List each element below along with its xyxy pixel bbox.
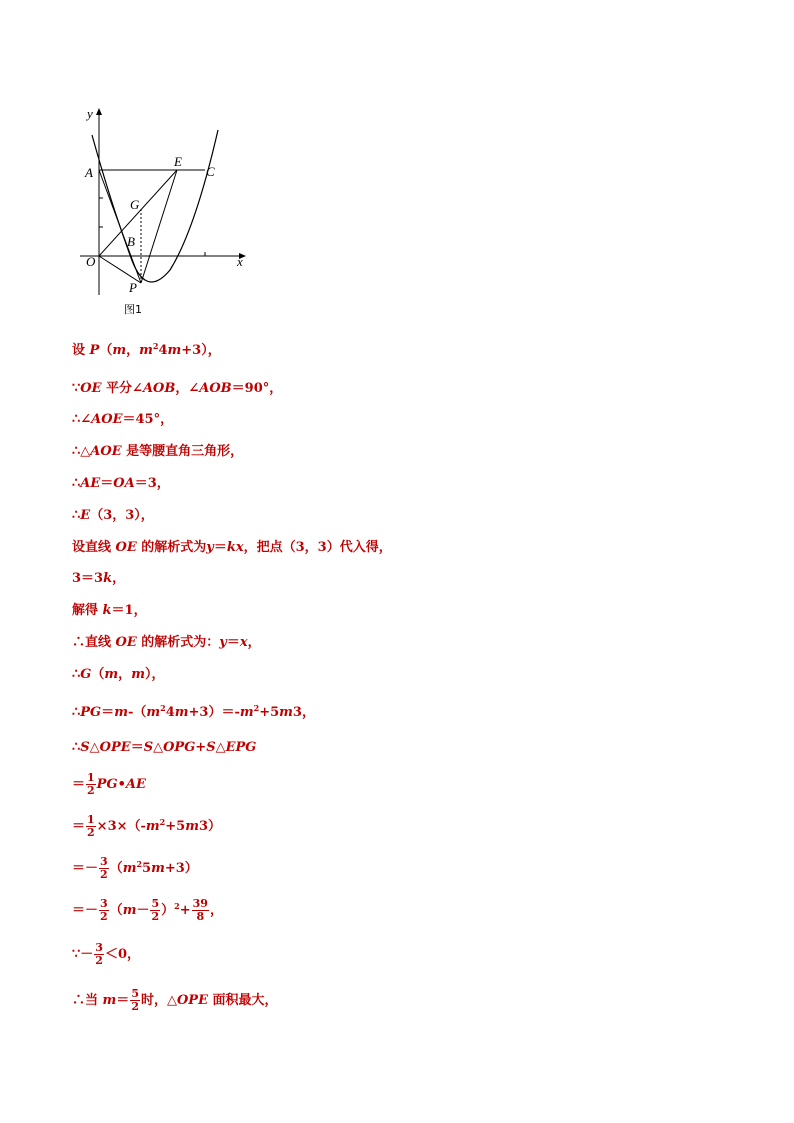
fraction: $\frac{3}{2}$ (100, 897, 108, 923)
parabola-curve (92, 130, 218, 282)
line-4: ∴△AOE 是等腰直角三角形， (72, 444, 244, 459)
line-17: ＝－ $\frac{3}{2}$ （m－ $\frac{5}{2}$ ）$^2$+ $\frac{39}{8}$ ， (72, 897, 223, 923)
fraction: $\frac{3}{2}$ (100, 855, 108, 881)
fraction: $\frac{5}{2}$ (151, 897, 160, 923)
line-16: ＝－ $\frac{3}{2}$ $(m^25m+3)$ (72, 855, 198, 881)
label-E: E (174, 154, 182, 169)
parabola-figure (70, 100, 260, 325)
figure-caption: 图1 (124, 303, 142, 316)
label-B: B (127, 234, 135, 249)
line-OP (99, 256, 141, 283)
line-11: ∴G（m，m）， (72, 667, 165, 682)
line-AP (99, 170, 141, 283)
fraction: $\frac{3}{2}$ (95, 941, 103, 967)
label-P: P (129, 280, 137, 295)
fraction: $\frac{1}{2}$ (87, 771, 95, 797)
fraction: $\frac{1}{2}$ (87, 813, 95, 839)
line-6: ∴E（3，3）， (72, 508, 154, 523)
label-G: G (130, 197, 140, 212)
line-14: ＝ $\frac{1}{2}$ PG•AE (72, 771, 146, 797)
line-7: 设直线 OE 的解析式为y＝kx，把点（3，3）代入得， (72, 540, 392, 555)
line-12: $\therefore PG=m-(m^24m+3)=-m^2+5m3$， (72, 703, 315, 720)
line-15: ＝ $\frac{1}{2}$ $\times 3\times(-m^2+5m3)$ (72, 813, 222, 839)
line-5: ∴AE＝OA＝3， (72, 476, 170, 491)
line-18: ∵－ $\frac{3}{2}$ ＜0， (72, 941, 140, 967)
label-C: C (206, 164, 215, 179)
line-PE (141, 170, 177, 283)
line-2: ∵OE 平分∠AOB，∠AOB＝90°， (72, 381, 283, 396)
label-A: A (85, 165, 93, 180)
fraction: $\frac{5}{2}$ (131, 987, 139, 1013)
fraction: $\frac{39}{8}$ (192, 897, 208, 923)
line-1: 设 P（m，$m^24m+3$）， (72, 341, 221, 358)
line-8: 3＝3k， (72, 571, 126, 586)
figure-svg (70, 100, 260, 325)
line-13: ∴S△OPE＝S△OPG+S△EPG (72, 740, 257, 755)
label-y: y (87, 106, 93, 121)
line-3: ∴∠AOE＝45°， (72, 412, 174, 427)
line-9: 解得 k＝1， (72, 603, 147, 618)
label-x: x (237, 254, 243, 269)
y-axis-arrow (96, 108, 102, 115)
line-19: ∴当 m＝ $\frac{5}{2}$ 时，△OPE 面积最大， (72, 987, 278, 1013)
line-10: ∴直线 OE 的解析式为：y＝x， (72, 635, 261, 650)
line-OE (99, 170, 177, 256)
label-O: O (86, 254, 96, 269)
